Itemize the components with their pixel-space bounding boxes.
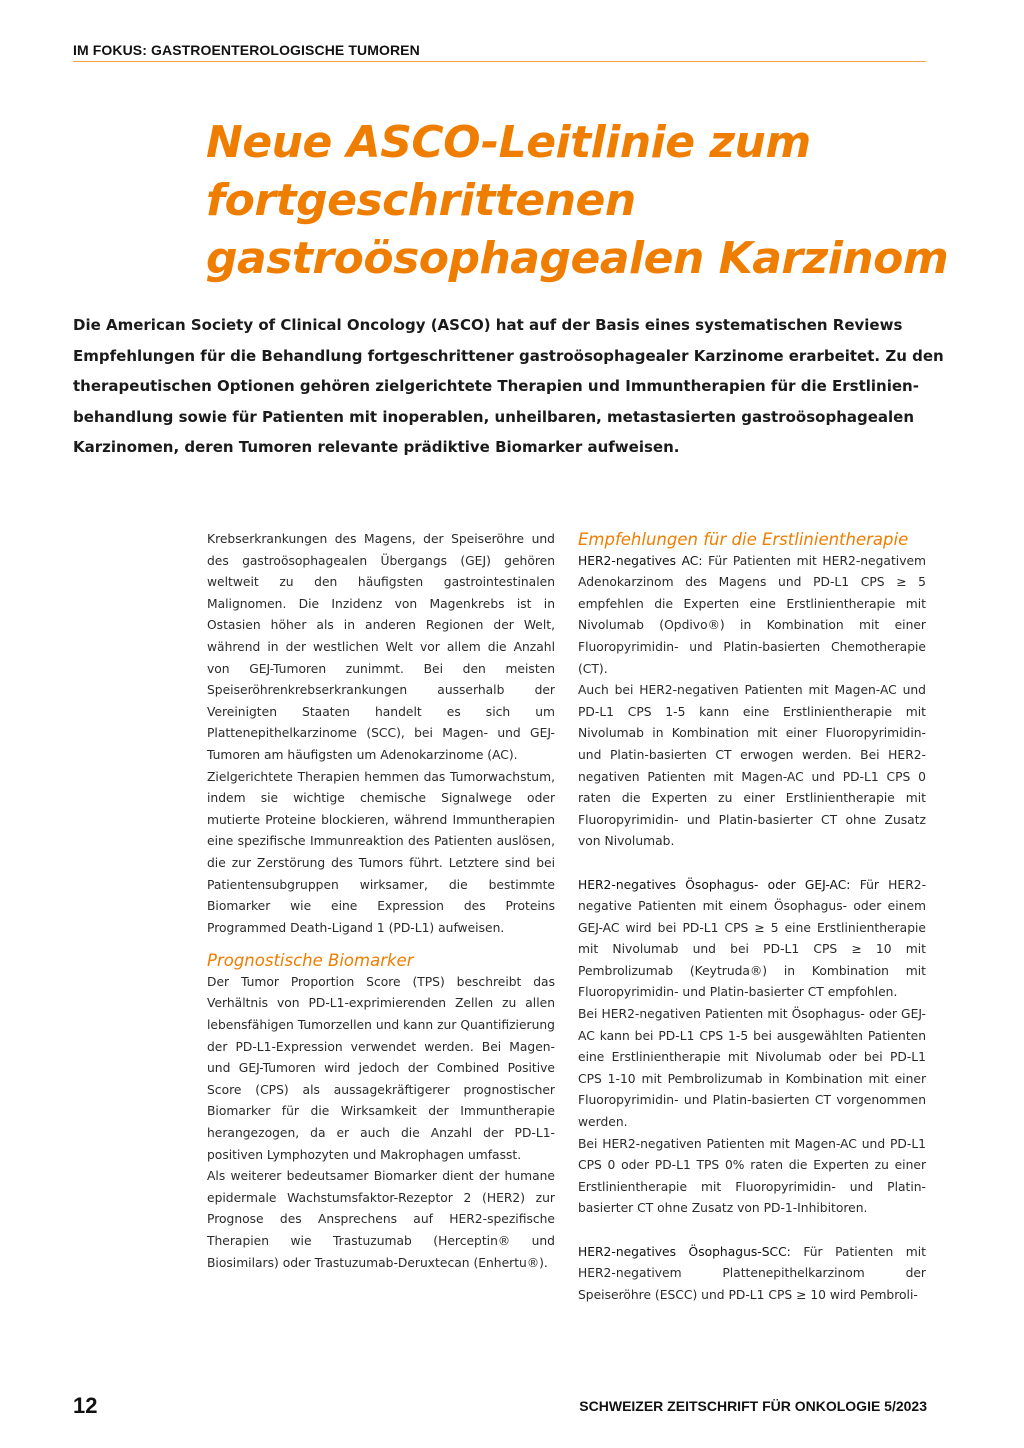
subsection-text: Für Patienten mit HER2-negativem Adenokarzinom des Magens und PD-L1 CPS ≥ 5 empfehlen die Experten eine Erstlinientherapie mit Nivolumab (Opdivo®) in Kombination mit einer Fluoropyrimidin- und Platin-basierten Chemotherapie (CT). bbox=[578, 553, 927, 676]
lead-line: Die American Society of Clinical Oncology (ASCO) hat auf der Basis eines systematischen Reviews bbox=[73, 316, 903, 334]
body-paragraph bbox=[578, 551, 926, 681]
subsection-label: HER2-negatives Ösophagus- oder GEJ-AC: bbox=[578, 877, 851, 892]
body-paragraph: Bei HER2-negativen Patienten mit Ösophagus- oder GEJ-AC kann bei PD-L1 CPS 1-5 bei ausgewählten Patienten eine Erstlinientherapie mit Nivolumab oder bei PD-L1 CPS 1-10 mit Pembrolizumab in Kombination mit einer Fluoropyrimidin- und Platin-basierten CT vorgenommen werden. bbox=[578, 1007, 926, 1130]
lead-line: Empfehlungen für die Behandlung fortgeschrittener gastroösophagealer Karzinome erarbeitet. Zu den bbox=[73, 346, 944, 365]
body-paragraph: Zielgerichtete Therapien hemmen das Tumorwachstum, indem sie wichtige chemische Signalwege oder mutierte Proteine blockieren, während Immuntherapien eine spezifische Immunreaktion des Patienten auslösen, die zur Zerstörung des Tumors führt. Letztere sind bei Patientensubgruppen wirksamer, die bestimmte Biomarker wie eine Expression des Proteins Programmed Death-Ligand 1 (PD-L1) aufweisen. bbox=[207, 769, 555, 935]
body-paragraph: Der Tumor Proportion Score (TPS) beschreibt das Verhältnis von PD-L1-exprimierenden Zellen zu allen lebensfähigen Tumorzellen und kann zur Quantifizierung der PD-L1-Expression verwendet werden. Bei Magen- und GEJ-Tumoren wird jedoch der Combined Positive Score (CPS) als aussagekräftigerer prognostischer Biomarker für die Wirksamkeit der Immuntherapie herangezogen, da er auch die Anzahl der PD-L1-positiven Lymphozyten und Makrophagen umfasst. bbox=[207, 974, 555, 1162]
section-header: IM FOKUS: GASTROENTEROLOGISCHE TUMOREN bbox=[73, 42, 420, 58]
body-paragraph: Krebserkrankungen des Magens, der Speiseröhre und des gastroösophagealen Übergangs (GEJ) gehören weltweit zu den häufigsten gastrointestinalen Malignomen. Die Inzidenz von Magenkrebs ist in Ostasien höher als in anderen Regionen der Welt, während in der westlichen Welt vor allem die Anzahl von GEJ-Tumoren zunimmt. Bei den meisten Speiseröhrenkrebserkrankungen ausserhalb der Vereinigten Staaten handelt es sich um Plattenepithelkarzinome (SCC), bei Magen- und GEJ-Tumoren am häufigsten um Adenokarzinome (AC). bbox=[207, 532, 555, 762]
journal-title: SCHWEIZER ZEITSCHRIFT FÜR ONKOLOGIE 5/2023 bbox=[579, 1398, 927, 1414]
subsection-label: HER2-negatives Ösophagus-SCC: bbox=[578, 1244, 791, 1259]
lead-paragraph bbox=[73, 310, 944, 463]
lead-line: therapeutischen Optionen gehören zielgerichtete Therapien und Immuntherapien für die Erstlinien- bbox=[73, 377, 919, 395]
section-heading-prognostic: Prognostische Biomarker bbox=[207, 951, 414, 971]
subsection-text: Für HER2-negative Patienten mit einem Ösophagus- oder einem GEJ-AC wird bei PD-L1 CPS ≥ 5 eine Erstlinientherapie mit Nivolumab und bei PD-L1 CPS ≥ 10 mit Pembrolizumab (Keytruda®) in Kombination mit Fluoropyrimidin- und Platin-basierter CT empfohlen. bbox=[578, 877, 927, 1000]
body-paragraph: Als weiterer bedeutsamer Biomarker dient der humane epidermale Wachstumsfaktor-Rezeptor 2 (HER2) zur Prognose des Ansprechens auf HER2-spezifische Therapien wie Trastuzumab (Herceptin® und Biosimilars) oder Trastuzumab-Deruxtecan (Enhertu®). bbox=[207, 1169, 555, 1270]
body-paragraph: Bei HER2-negativen Patienten mit Magen-AC und PD-L1 CPS 0 oder PD-L1 TPS 0% raten die Experten zu einer Erstlinientherapie mit Fluoropyrimidin- und Platin-basierter CT ohne Zusatz von PD-1-Inhibitoren. bbox=[578, 1136, 926, 1216]
header-divider bbox=[73, 61, 926, 62]
page-number: 12 bbox=[73, 1393, 98, 1418]
body-paragraph: Auch bei HER2-negativen Patienten mit Magen-AC und PD-L1 CPS 1-5 kann eine Erstlinientherapie mit Nivolumab in Kombination mit einer Fluoropyrimidin- und Platin-basierten CT erwogen werden. Bei HER2-negativen Patienten mit Magen-AC und PD-L1 CPS 0 raten die Experten zu einer Erstlinientherapie mit Fluoropyrimidin- und Platin-basierter CT ohne Zusatz von Nivolumab. bbox=[578, 683, 926, 849]
body-paragraph bbox=[578, 1242, 926, 1307]
section-heading-first-line: Empfehlungen für die Erstlinientherapie bbox=[578, 530, 909, 549]
lead-line: Karzinomen, deren Tumoren relevante prädiktive Biomarker aufweisen. bbox=[73, 438, 680, 456]
left-column bbox=[207, 529, 555, 1274]
subsection-label: HER2-negatives AC: bbox=[578, 553, 703, 568]
title-line: gastroösophagealen Karzinom bbox=[206, 233, 949, 284]
title-line: fortgeschrittenen bbox=[206, 175, 636, 226]
subsection-text: Für Patienten mit HER2-negativem Plattenepithelkarzinom der Speiseröhre (ESCC) und PD-L1 CPS ≥ 10 wird Pembroli- bbox=[578, 1244, 926, 1302]
title-line: Neue ASCO-Leitlinie zum bbox=[206, 117, 811, 168]
lead-line: behandlung sowie für Patienten mit inoperablen, unheilbaren, metastasierten gastroösophagealen bbox=[73, 407, 915, 426]
right-column bbox=[578, 529, 926, 1306]
article-title bbox=[206, 114, 949, 288]
body-paragraph bbox=[578, 875, 926, 1005]
